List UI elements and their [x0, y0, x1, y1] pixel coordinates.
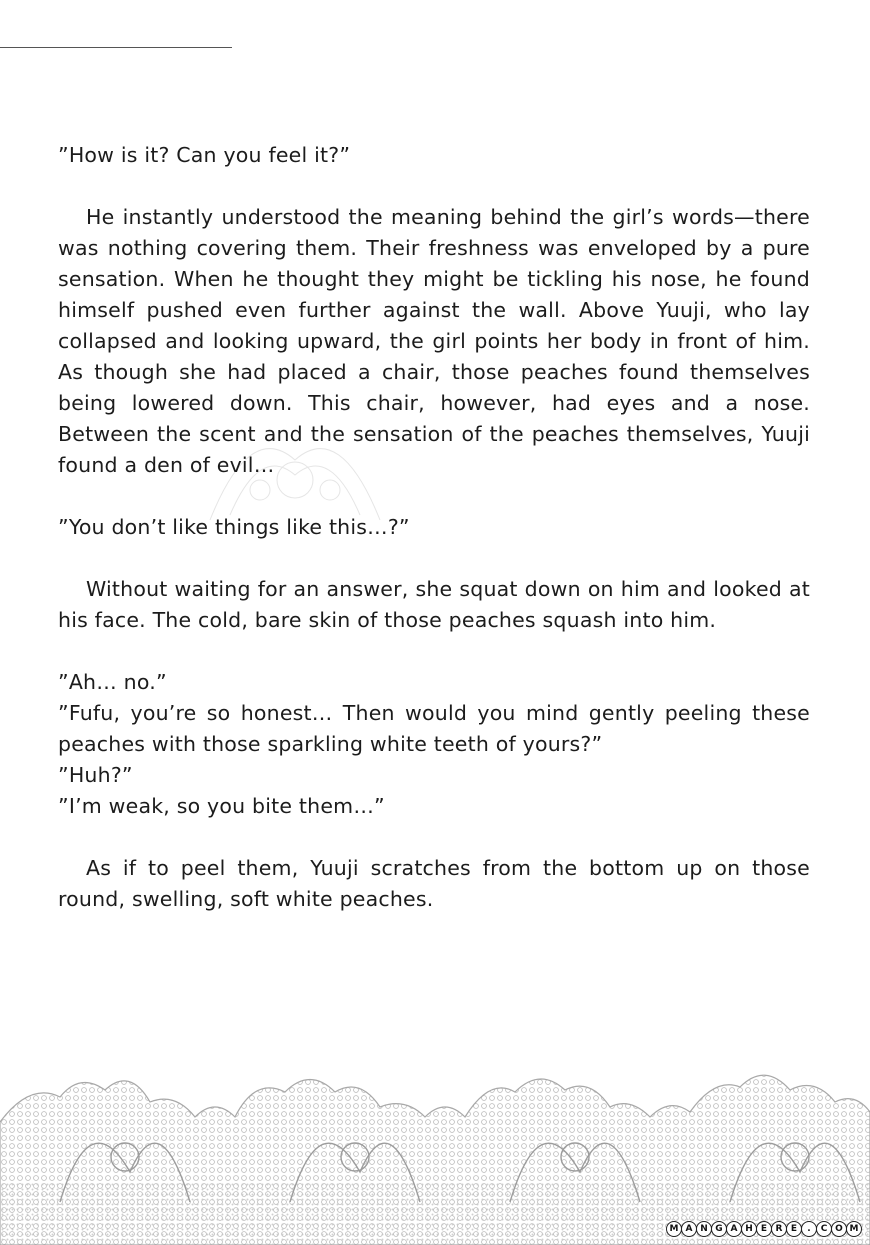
watermark-char: A [681, 1221, 697, 1237]
watermark-char: E [756, 1221, 772, 1237]
narrative-paragraph: Without waiting for an answer, she squat down on him and looked at his face. The cold, bare skin of those peaches squash into him. [58, 577, 810, 632]
watermark-char: . [801, 1221, 817, 1237]
top-divider-line [0, 47, 232, 48]
dialogue-line: ”You don’t like things like this…?” [58, 515, 410, 539]
paragraph-spacer [58, 171, 810, 202]
watermark-char: M [846, 1221, 862, 1237]
watermark-char: O [831, 1221, 847, 1237]
watermark-char: H [741, 1221, 757, 1237]
watermark-char: N [696, 1221, 712, 1237]
narrative-paragraph: He instantly understood the meaning behind the girl’s words—there was nothing covering them. Their freshness was enveloped by a pure sensation. When he thought they might be tickling his nose, he found himself pushed even further against the wall. Above Yuuji, who lay collapsed and looking upward, the girl points her body in front of him. As though she had placed a chair, those peaches found themselves being lowered down. This chair, however, had eyes and a nose. Between the scent and the sensation of the peaches themselves, Yuuji found a den of evil… [58, 205, 810, 477]
dialogue-line: ”Ah… no.” [58, 670, 167, 694]
watermark-char: E [786, 1221, 802, 1237]
dialogue-line: ”Fufu, you’re so honest… Then would you mind gently peeling these peaches with those sparkling white teeth of yours?” [58, 701, 810, 756]
dialogue-line: ”Huh?” [58, 763, 133, 787]
watermark-char: G [711, 1221, 727, 1237]
story-text [58, 140, 810, 915]
paragraph-spacer [58, 822, 810, 853]
narrative-paragraph: As if to peel them, Yuuji scratches from the bottom up on those round, swelling, soft white peaches. [58, 856, 810, 911]
paragraph-spacer [58, 543, 810, 574]
site-watermark [667, 1221, 862, 1237]
watermark-char: C [816, 1221, 832, 1237]
watermark-char: M [666, 1221, 682, 1237]
paragraph-spacer [58, 481, 810, 512]
dialogue-line: ”I’m weak, so you bite them…” [58, 794, 385, 818]
dialogue-line: ”How is it? Can you feel it?” [58, 143, 351, 167]
paragraph-spacer [58, 636, 810, 667]
watermark-char: R [771, 1221, 787, 1237]
lace-border-decoration [0, 1062, 870, 1245]
watermark-char: A [726, 1221, 742, 1237]
